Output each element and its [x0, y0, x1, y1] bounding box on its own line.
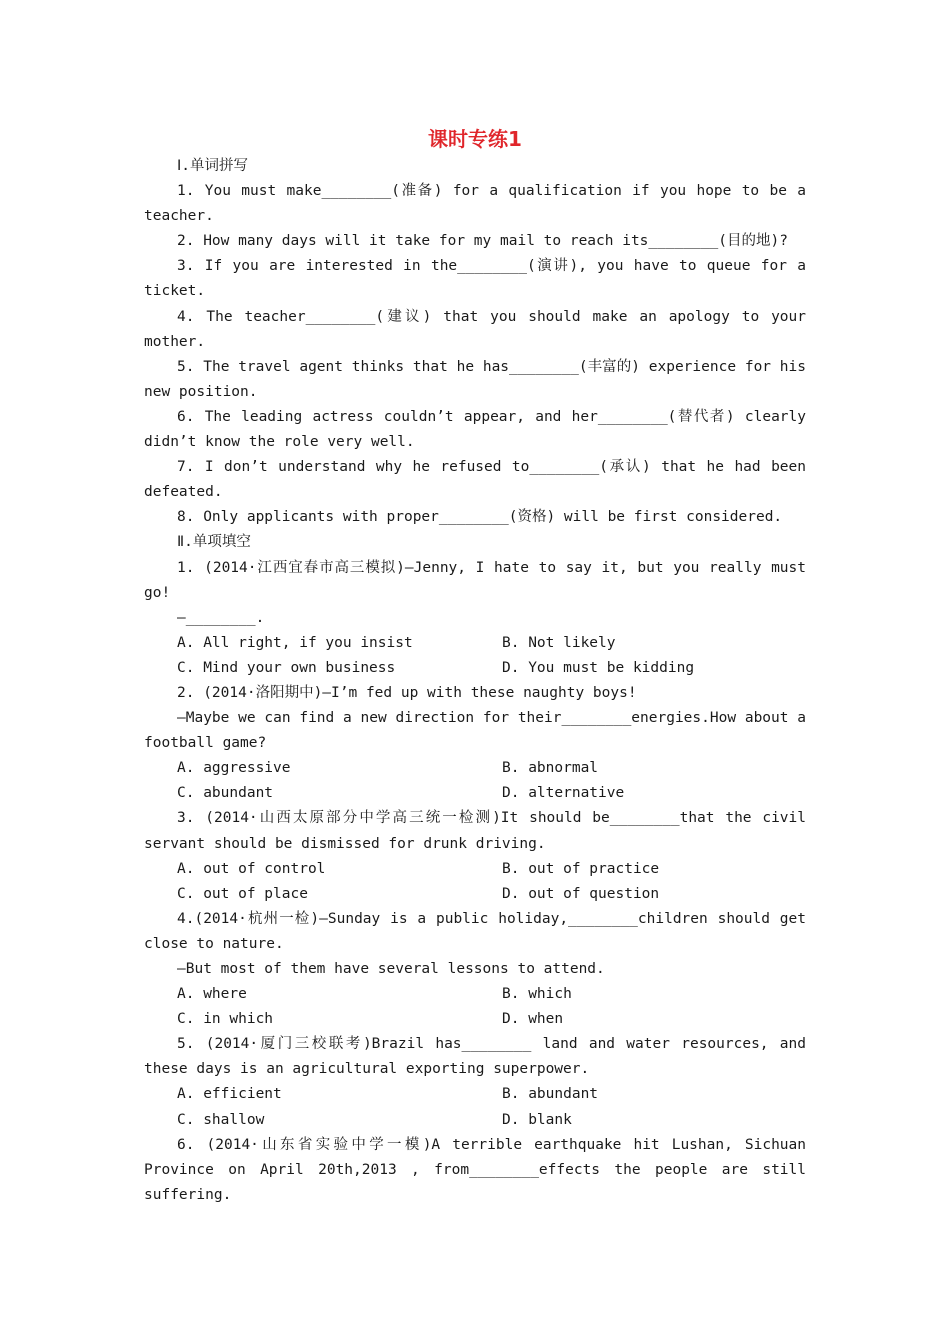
page-title: 课时专练1 — [428, 127, 522, 151]
question-line: 1. You must make________(准备) for a qualification if you hope to be a — [177, 183, 806, 200]
option-c: C. out of place — [177, 885, 308, 902]
option-row — [144, 1108, 806, 1133]
question-line: 7. I don’t understand why he refused to________(承认) that he had been — [177, 459, 806, 476]
question-line: suffering. — [144, 1186, 232, 1203]
section-heading: Ⅱ.单项填空 — [177, 534, 251, 551]
option-c: C. abundant — [177, 785, 274, 802]
option-row — [144, 1082, 806, 1107]
option-d: D. when — [502, 1011, 564, 1028]
question-line: go! — [144, 584, 171, 601]
option-a: A. where — [177, 986, 247, 1003]
question-line: 6. The leading actress couldn’t appear, and her________(替代者) clearly — [177, 408, 806, 425]
question-line: ticket. — [144, 283, 206, 300]
question-line: 5. The travel agent thinks that he has________(丰富的) experience for his — [177, 358, 806, 375]
question-line: —But most of them have several lessons to attend. — [177, 961, 605, 977]
question-line: these days is an agricultural exporting superpower. — [144, 1061, 590, 1078]
question-line: defeated. — [144, 484, 223, 501]
option-a: A. efficient — [177, 1086, 282, 1103]
question-line: football game? — [144, 735, 267, 752]
question-line: 4.(2014·杭州一检)—Sunday is a public holiday,________children should get — [177, 910, 806, 927]
option-c: C. shallow — [177, 1111, 265, 1128]
question-line: teacher. — [144, 208, 214, 225]
question-line: 5. (2014·厦门三校联考)Brazil has________ land and water resources, and — [177, 1036, 806, 1053]
section-heading: Ⅰ.单词拼写 — [177, 158, 249, 174]
question-line: new position. — [144, 383, 258, 400]
option-c: C. in which — [177, 1011, 274, 1028]
question-line: close to nature. — [144, 935, 284, 952]
option-b: B. which — [502, 986, 572, 1003]
question-line: —________. — [177, 609, 265, 626]
option-b: B. abnormal — [502, 760, 599, 777]
option-row — [144, 756, 806, 781]
option-b: B. out of practice — [502, 860, 660, 877]
option-b: B. Not likely — [502, 634, 616, 651]
question-line: mother. — [144, 333, 206, 350]
option-d: D. alternative — [502, 785, 625, 802]
question-line: —Maybe we can find a new direction for their________energies.How about a — [177, 710, 806, 727]
question-line: 8. Only applicants with proper________(资格) will be first considered. — [177, 509, 783, 526]
question-line: 3. (2014·山西太原部分中学高三统一检测)It should be________that the civil — [177, 810, 806, 827]
option-row — [144, 882, 806, 907]
question-line: 4. The teacher________(建议) that you should make an apology to your — [177, 308, 806, 325]
option-row — [144, 631, 806, 656]
option-row — [144, 857, 806, 882]
option-d: D. blank — [502, 1111, 572, 1128]
option-a: A. All right, if you insist — [177, 634, 413, 651]
question-line: 2. (2014·洛阳期中)—I’m fed up with these naughty boys! — [177, 684, 637, 701]
question-line: 6. (2014·山东省实验中学一模)A terrible earthquake hit Lushan, Sichuan — [177, 1136, 806, 1153]
question-line: servant should be dismissed for drunk driving. — [144, 835, 546, 852]
option-d: D. You must be kidding — [502, 659, 695, 676]
option-b: B. abundant — [502, 1086, 599, 1103]
document-body — [144, 154, 806, 1208]
question-line: 1. (2014·江西宜春市高三模拟)—Jenny, I hate to say it, but you really must — [177, 559, 806, 576]
option-d: D. out of question — [502, 885, 660, 902]
option-a: A. out of control — [177, 860, 326, 877]
option-row — [144, 1007, 806, 1032]
option-a: A. aggressive — [177, 760, 291, 777]
question-line: Province on April 20th,2013 , from________effects the people are still — [144, 1161, 806, 1178]
option-c: C. Mind your own business — [177, 659, 396, 676]
option-row — [144, 982, 806, 1007]
question-line: 2. How many days will it take for my mail to reach its________(目的地)? — [177, 233, 788, 250]
question-line: 3. If you are interested in the________(演讲), you have to queue for a — [177, 258, 806, 275]
question-line: didn’t know the role very well. — [144, 434, 415, 451]
option-row — [144, 781, 806, 806]
option-row — [144, 656, 806, 681]
